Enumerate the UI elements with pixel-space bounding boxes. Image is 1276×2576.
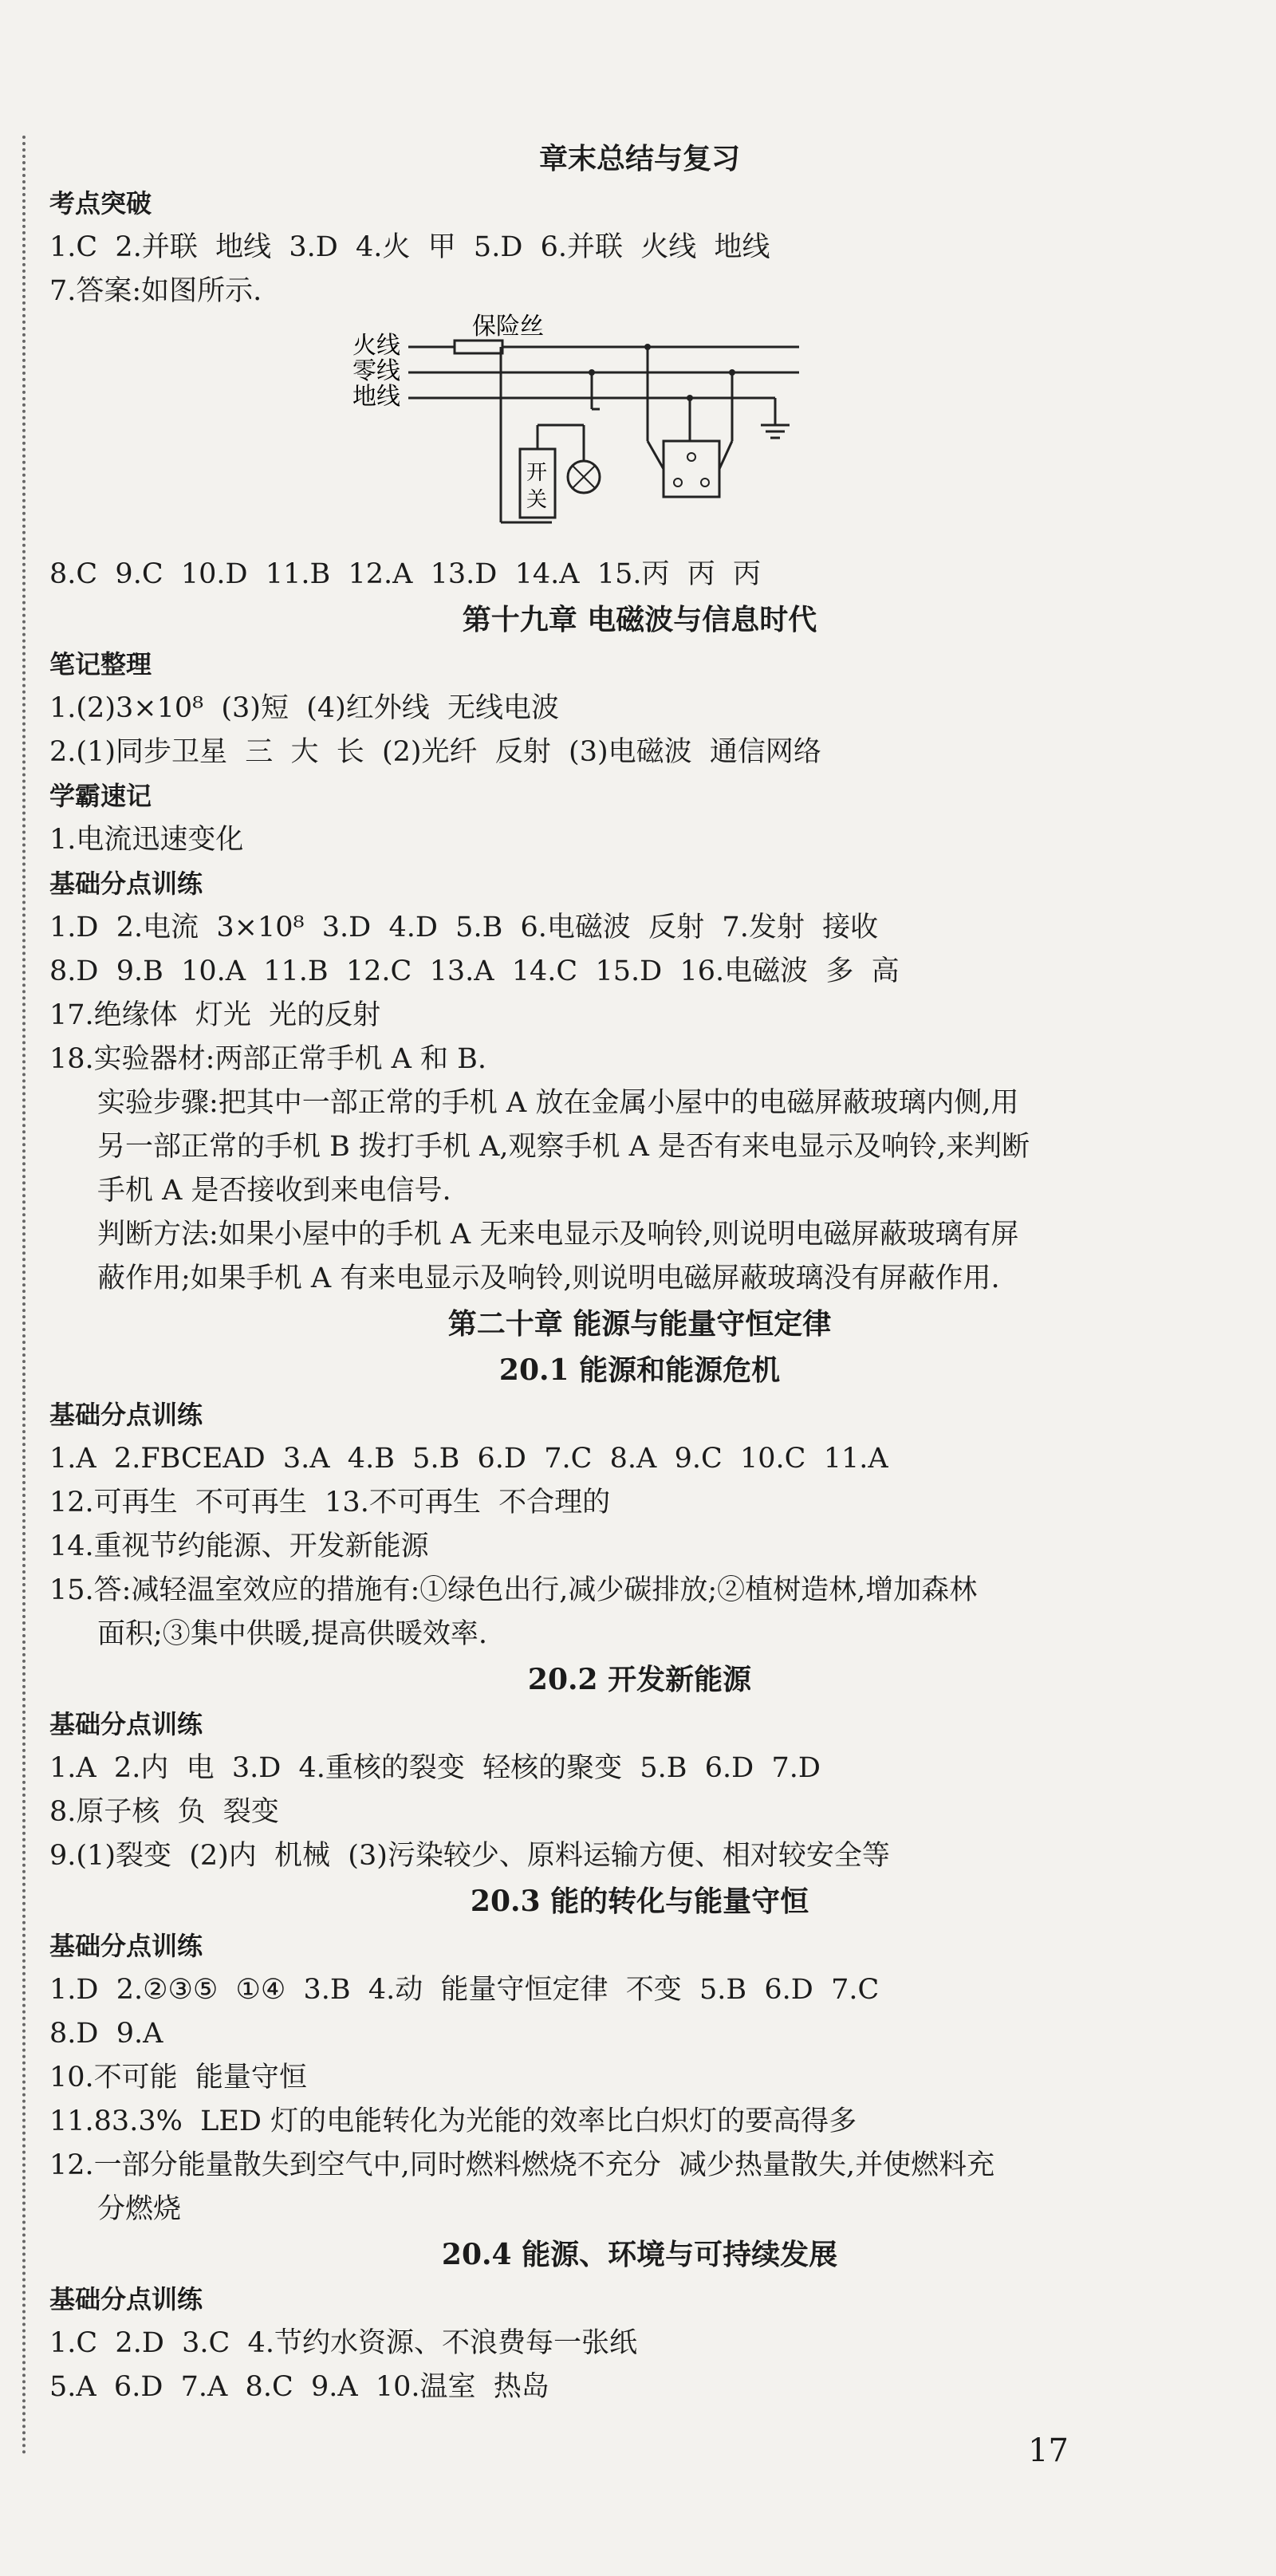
chapter-20-title: 第二十章 能源与能量守恒定律 [447, 1307, 832, 1341]
answer-line: 8.D 9.A [49, 2018, 163, 2050]
switch-label-1: 开 [526, 461, 548, 485]
section-label-basic: 基础分点训练 [49, 1709, 203, 1739]
answer-line: 17.绝缘体 灯光 光的反射 [49, 999, 381, 1031]
section-label-basic: 基础分点训练 [49, 1400, 203, 1430]
section-20-3-title: 20.3 能的转化与能量守恒 [470, 1885, 809, 1918]
answer-line: 8.C 9.C 10.D 11.B 12.A 13.D 14.A 15.丙 丙 丙 [49, 558, 761, 590]
answer-line: 5.A 6.D 7.A 8.C 9.A 10.温室 热岛 [49, 2371, 549, 2403]
answer-line: 7.答案:如图所示. [49, 275, 262, 307]
section-label-basic: 基础分点训练 [49, 1931, 203, 1961]
answer-line: 手机 A 是否接收到来电信号. [97, 1175, 451, 1207]
dashed-margin [22, 136, 26, 2456]
section-20-1-title: 20.1 能源和能源危机 [498, 1353, 781, 1387]
answer-line: 判断方法:如果小屋中的手机 A 无来电显示及响铃,则说明电磁屏蔽玻璃有屏 [97, 1219, 1019, 1251]
circuit-svg [352, 313, 863, 553]
answer-line: 分燃烧 [97, 2193, 182, 2225]
answer-line: 10.不可能 能量守恒 [49, 2062, 307, 2093]
answer-line: 1.C 2.并联 地线 3.D 4.火 甲 5.D 6.并联 火线 地线 [49, 231, 770, 263]
answer-line: 1.D 2.②③⑤ ①④ 3.B 4.动 能量守恒定律 不变 5.B 6.D 7.C [49, 1974, 880, 2006]
section-label-basic: 基础分点训练 [49, 869, 203, 899]
answer-line: 11.83.3% LED 灯的电能转化为光能的效率比白炽灯的要高得多 [49, 2105, 857, 2137]
answer-line: 2.(1)同步卫星 三 大 长 (2)光纤 反射 (3)电磁波 通信网络 [49, 736, 821, 768]
answer-line: 1.D 2.电流 3×10⁸ 3.D 4.D 5.B 6.电磁波 反射 7.发射 接收 [49, 912, 879, 943]
answer-line: 9.(1)裂变 (2)内 机械 (3)污染较少、原料运输方便、相对较安全等 [49, 1840, 890, 1872]
fuse-label: 保险丝 [472, 313, 544, 341]
fuse-symbol [455, 341, 502, 353]
answer-line: 1.A 2.内 电 3.D 4.重核的裂变 轻核的聚变 5.B 6.D 7.D [49, 1752, 821, 1784]
section-label-quick: 学霸速记 [49, 781, 152, 811]
answer-line: 14.重视节约能源、开发新能源 [49, 1530, 429, 1562]
section-label-notes: 笔记整理 [49, 649, 152, 679]
answer-line: 蔽作用;如果手机 A 有来电显示及响铃,则说明电磁屏蔽玻璃没有屏蔽作用. [97, 1262, 1000, 1294]
wire-label-ground: 地线 [352, 383, 400, 411]
answer-content [49, 136, 1230, 2409]
socket-box [664, 441, 719, 497]
answer-line: 8.D 9.B 10.A 11.B 12.C 13.A 14.C 15.D 16.电磁波 多 高 [49, 955, 900, 987]
answer-line: 1.A 2.FBCEAD 3.A 4.B 5.B 6.D 7.C 8.A 9.C 10.C 11.A [49, 1443, 888, 1475]
chapter-summary-title: 章末总结与复习 [538, 142, 740, 175]
answer-line: 12.一部分能量散失到空气中,同时燃料燃烧不充分 减少热量散失,并使燃料充 [49, 2149, 995, 2181]
answer-line: 实验步骤:把其中一部正常的手机 A 放在金属小屋中的电磁屏蔽玻璃内侧,用 [97, 1087, 1019, 1119]
wire-label-neutral: 零线 [352, 357, 400, 385]
answer-line: 18.实验器材:两部正常手机 A 和 B. [49, 1043, 486, 1075]
answer-line: 另一部正常的手机 B 拨打手机 A,观察手机 A 是否有来电显示及响铃,来判断 [97, 1131, 1030, 1163]
answer-line: 15.答:减轻温室效应的措施有:①绿色出行,减少碳排放;②植树造林,增加森林 [49, 1574, 978, 1606]
switch-label-2: 关 [526, 488, 548, 512]
answer-line: 12.可再生 不可再生 13.不可再生 不合理的 [49, 1487, 611, 1518]
answer-line: 面积;③集中供暖,提高供暖效率. [97, 1618, 488, 1650]
section-20-4-title: 20.4 能源、环境与可持续发展 [441, 2238, 838, 2271]
answer-line: 8.原子核 负 裂变 [49, 1796, 279, 1828]
page-number: 17 [1028, 2432, 1069, 2469]
circuit-diagram [49, 313, 1230, 553]
section-label-basic: 基础分点训练 [49, 2284, 203, 2314]
chapter-19-title: 第十九章 电磁波与信息时代 [462, 603, 817, 636]
wire-label-live: 火线 [352, 332, 400, 360]
section-20-2-title: 20.2 开发新能源 [527, 1663, 752, 1696]
section-label-kaodian: 考点突破 [49, 188, 152, 219]
answer-line: 1.(2)3×10⁸ (3)短 (4)红外线 无线电波 [49, 692, 560, 724]
answer-line: 1.C 2.D 3.C 4.节约水资源、不浪费每一张纸 [49, 2327, 637, 2359]
answer-line: 1.电流迅速变化 [49, 824, 244, 856]
